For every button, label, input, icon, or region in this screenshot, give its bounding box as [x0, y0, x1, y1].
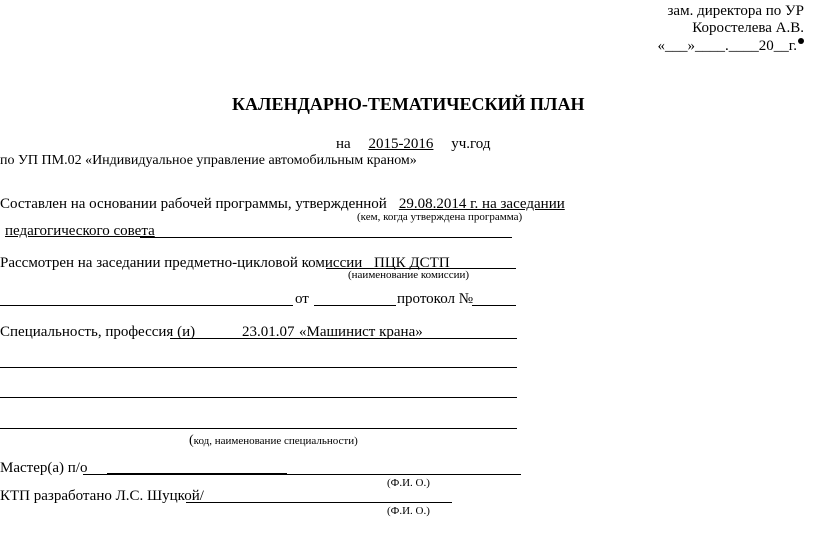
developer-hint: (Ф.И. О.) [387, 505, 430, 517]
master-underline-bold [107, 473, 287, 474]
master-underline [83, 474, 521, 475]
document-title: КАЛЕНДАРНО-ТЕМАТИЧЕСКИЙ ПЛАН [232, 94, 585, 114]
basis-hint: (кем, когда утверждена программа) [357, 211, 523, 223]
subject-line: по УП ПМ.02 «Индивидуальное управление автомобильным краном» [0, 153, 417, 168]
specialty-blank-line-3 [0, 428, 517, 429]
basis-continuation: педагогического совета [5, 223, 155, 239]
review-protocol-label: протокол № [397, 291, 474, 307]
specialty-label: Специальность, профессия (и) [0, 324, 196, 340]
specialty-hint [189, 433, 358, 448]
year-line [336, 137, 490, 152]
year-value: 2015-2016 [368, 136, 434, 152]
master-label: Мастер(а) п/о [0, 460, 88, 476]
review-date-underline [314, 305, 396, 306]
specialty-hint-paren: ( [189, 433, 194, 448]
review-label: Рассмотрен на заседании предметно-цикловой комиссии [0, 255, 363, 271]
specialty-hint-text: код, наименование специальности) [193, 435, 358, 447]
developer-underline [186, 502, 452, 503]
review-hint: (наименование комиссии) [348, 269, 470, 281]
specialty-name: «Машинист крана» [299, 324, 423, 340]
year-prefix: на [336, 136, 351, 152]
approval-date: «___»____.____20__г. [657, 38, 797, 54]
developer-label: КТП разработано Л.С. Шуцкой/ [0, 488, 204, 504]
year-suffix: уч.год [451, 136, 491, 152]
bullet-dot-icon [798, 38, 804, 44]
review-name-underline [0, 305, 293, 306]
basis-value: 29.08.2014 г. на заседании [398, 196, 565, 212]
review-value: ПЦК ДСТП [374, 255, 450, 271]
review-from-label: от [295, 291, 309, 307]
basis-underline [140, 237, 512, 238]
specialty-blank-line-2 [0, 397, 517, 398]
master-hint: (Ф.И. О.) [387, 477, 430, 489]
approver-position: зам. директора по УР [667, 3, 804, 19]
approval-date-line [658, 38, 804, 54]
specialty-code: 23.01.07 [242, 324, 295, 340]
review-protocol-underline [472, 305, 516, 306]
approver-name: Коростелева А.В. [692, 20, 804, 36]
basis-label: Составлен на основании рабочей программы, утвержденной [0, 196, 387, 212]
basis-line [0, 197, 565, 212]
specialty-blank-line-1 [0, 367, 517, 368]
